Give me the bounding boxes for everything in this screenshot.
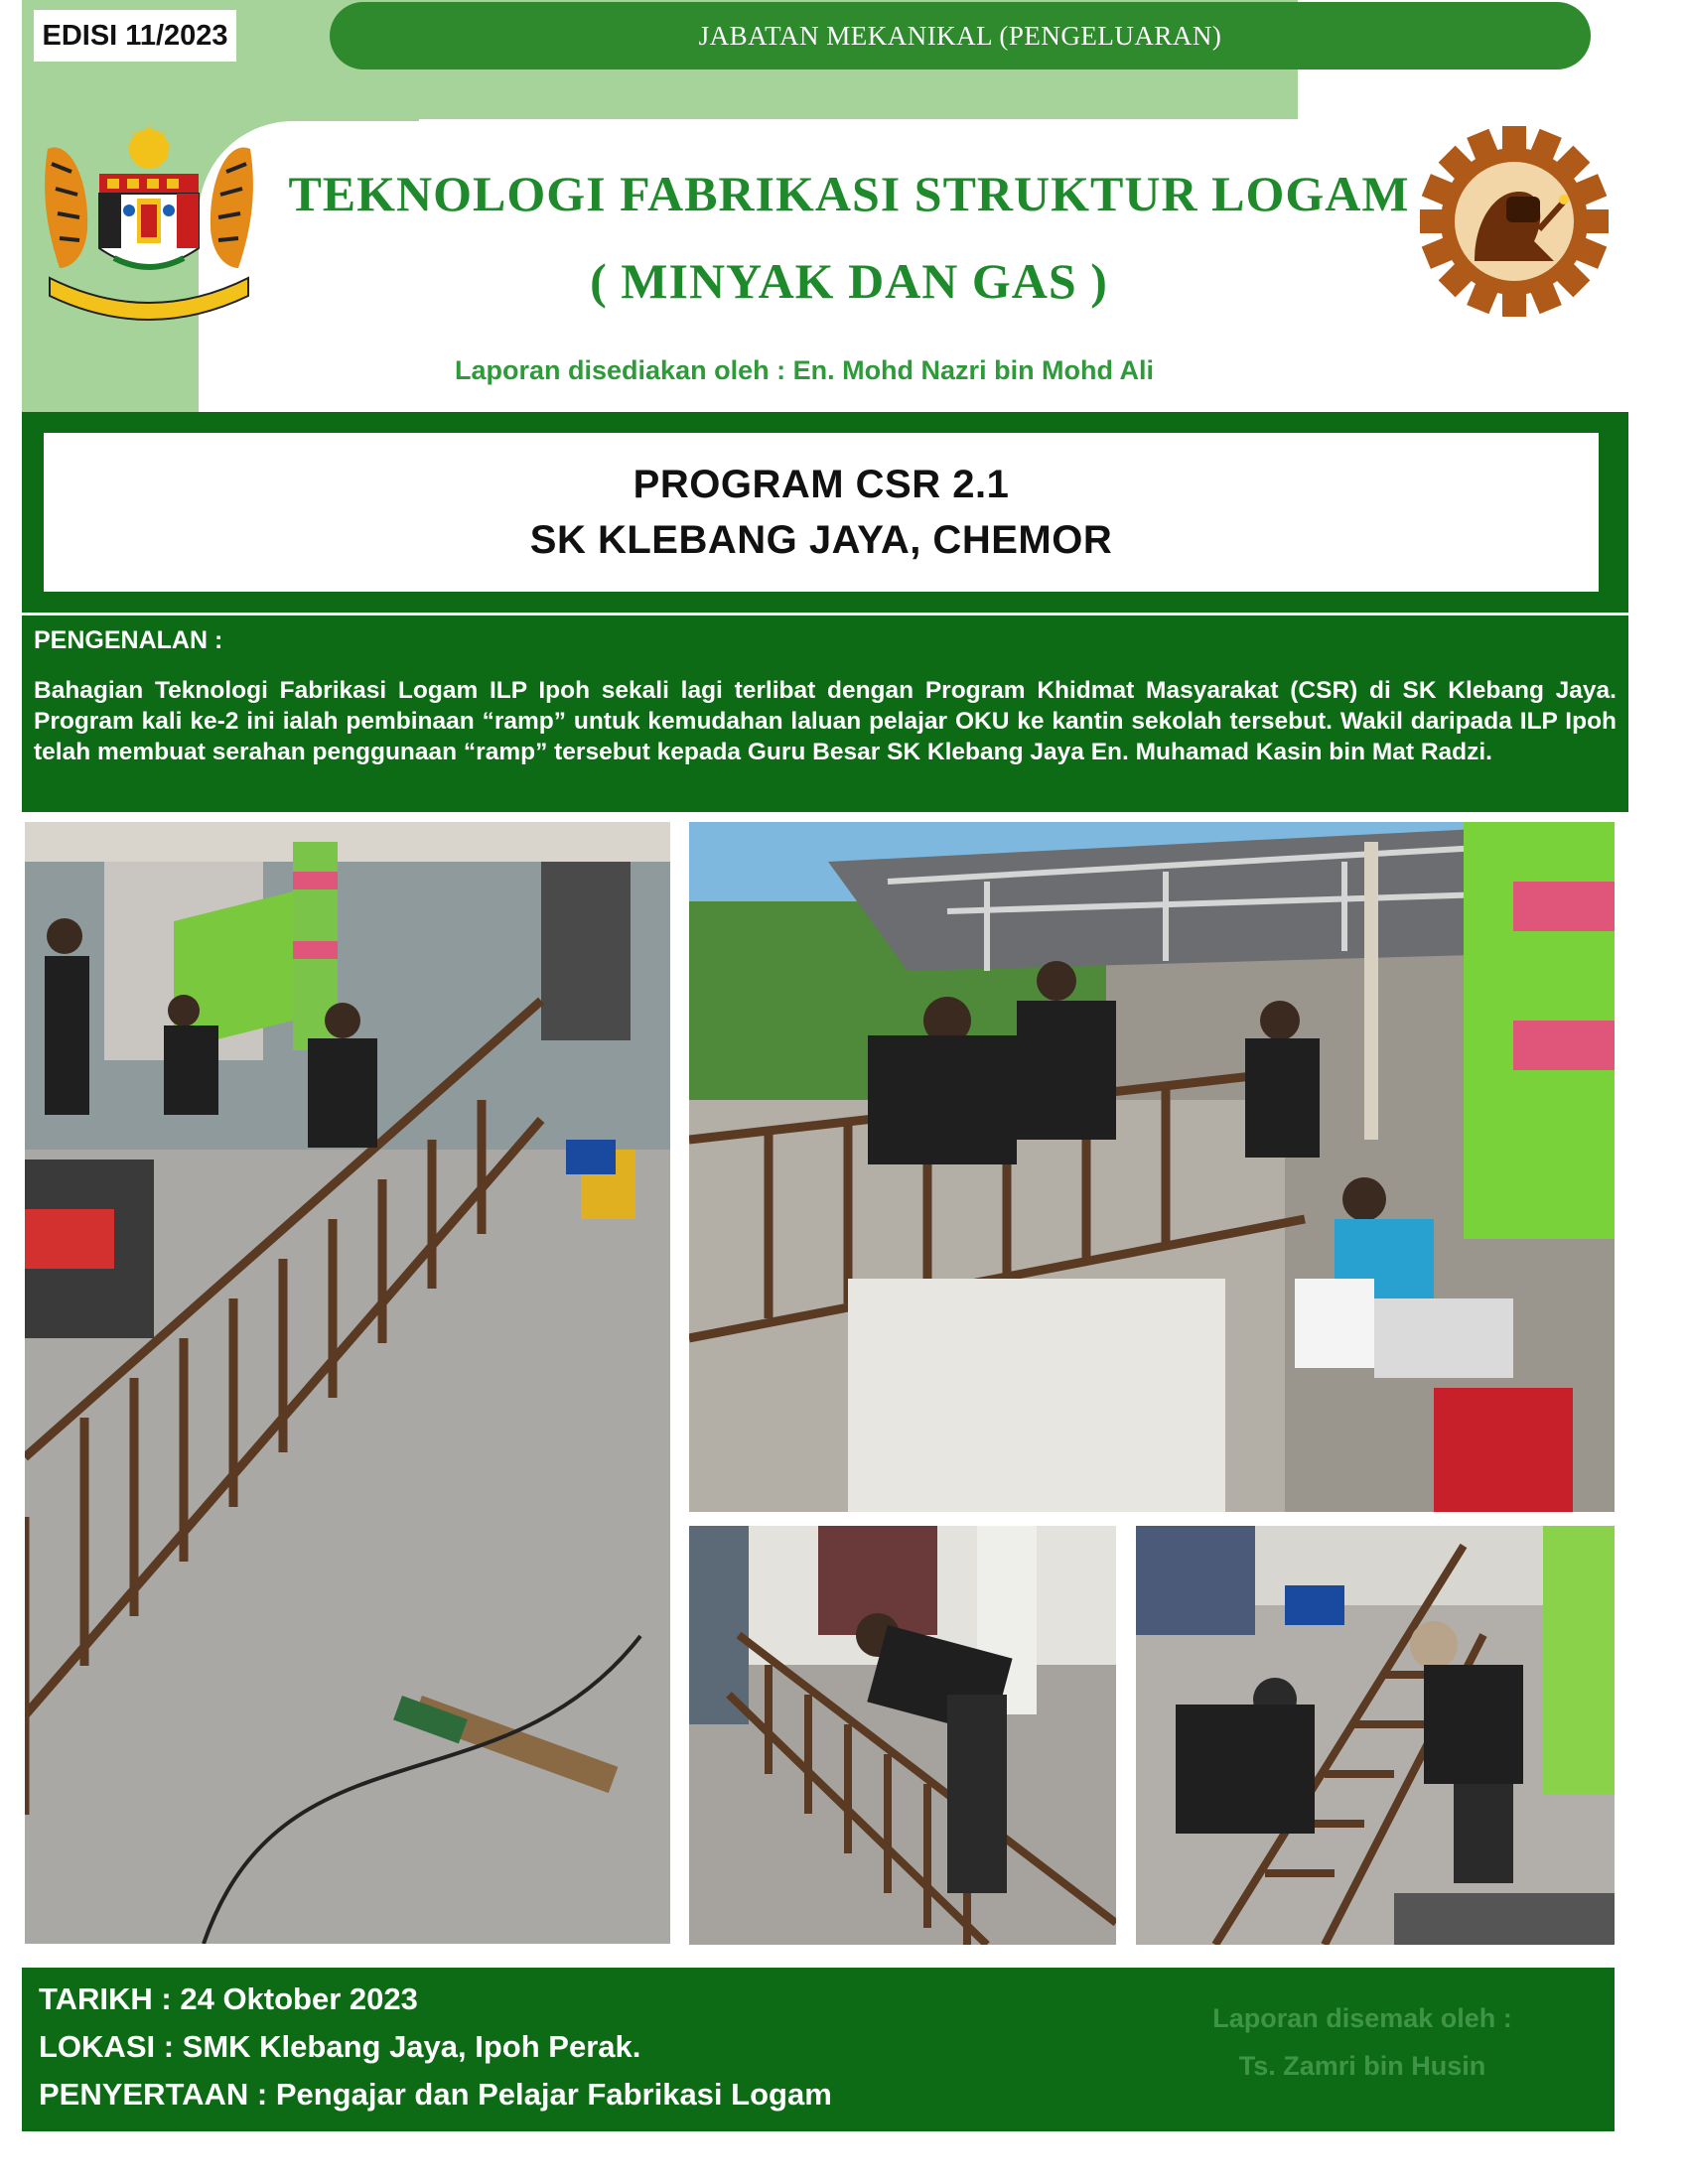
welding-gear-logo xyxy=(1420,125,1609,319)
photo-team-installing-ramp xyxy=(689,822,1615,1512)
photo-ramp-railing-welding xyxy=(25,822,670,1944)
prepared-by-text: Laporan disediakan oleh : En. Mohd Nazri bin Mohd Ali xyxy=(455,355,1155,385)
checked-by-label: Laporan disemak oleh : xyxy=(1212,2003,1512,2033)
introduction-text: Bahagian Teknologi Fabrikasi Logam ILP Ipoh sekali lagi terlibat dengan Program Khidmat Masyarakat (CSR) di SK Klebang Jaya. Program kali ke-2 ini ialah pembinaan “ramp” untuk kemudahan laluan pelajar OKU ke kantin sekolah tersebut. Wakil daripada ILP Ipoh telah membuat serahan penggunaan “ramp” tersebut kepada Guru Besar SK Klebang Jaya En. Muhamad Kasin bin Mat Radzi. xyxy=(34,677,1617,765)
photo-welding-railing-posts xyxy=(1136,1526,1615,1945)
program-title-box xyxy=(44,433,1599,592)
department-banner: JABATAN MEKANIKAL (PENGELUARAN) xyxy=(330,2,1591,69)
introduction-heading: PENGENALAN : xyxy=(34,626,223,654)
coat-of-arms-logo xyxy=(30,119,268,323)
event-location: LOKASI : SMK Klebang Jaya, Ipoh Perak. xyxy=(39,2029,641,2064)
edition-badge: EDISI 11/2023 xyxy=(34,10,236,62)
photo-student-grinding-railing xyxy=(689,1526,1116,1945)
footer-details xyxy=(22,1968,1615,2131)
program-name: PROGRAM CSR 2.1 xyxy=(633,463,1010,506)
program-location: SK KLEBANG JAYA, CHEMOR xyxy=(529,518,1113,562)
checked-by-name: Ts. Zamri bin Husin xyxy=(1238,2051,1486,2081)
page-subtitle: ( MINYAK DAN GAS ) xyxy=(590,253,1108,309)
event-date: TARIKH : 24 Oktober 2023 xyxy=(39,1981,418,2016)
page-title: TEKNOLOGI FABRIKASI STRUKTUR LOGAM xyxy=(288,166,1410,221)
introduction-section xyxy=(22,615,1628,812)
event-participants: PENYERTAAN : Pengajar dan Pelajar Fabrikasi Logam xyxy=(39,2077,832,2112)
